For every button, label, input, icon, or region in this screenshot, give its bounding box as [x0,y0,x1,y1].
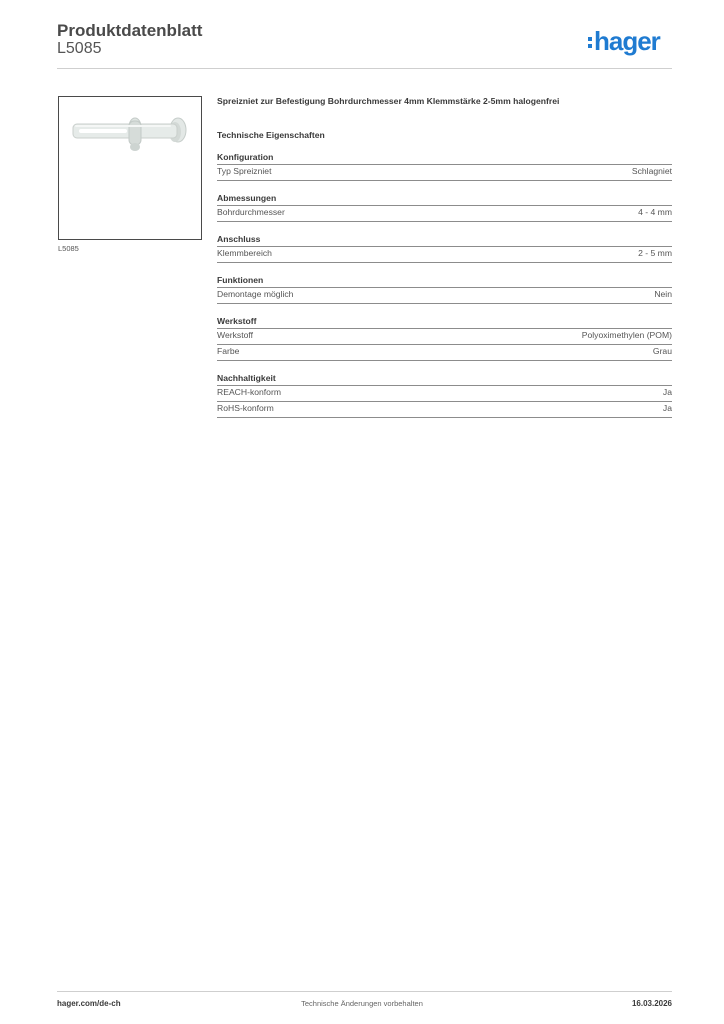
group-abmessungen [217,193,672,222]
property-label: Bohrdurchmesser [217,207,285,217]
image-caption: L5085 [58,244,79,253]
group-anschluss [217,234,672,263]
property-label: Klemmbereich [217,248,272,258]
property-row [217,288,672,304]
property-label: Farbe [217,346,240,356]
group-title: Nachhaltigkeit [217,373,672,386]
footer-notice: Technische Änderungen vorbehalten [301,999,423,1008]
property-row [217,165,672,181]
product-description: Spreizniet zur Befestigung Bohrdurchmesser 4mm Klemmstärke 2-5mm halogenfrei [217,96,560,106]
group-konfiguration [217,152,672,181]
section-title: Technische Eigenschaften [217,130,325,140]
property-value: Ja [662,403,672,413]
logo-dots-icon [588,37,592,48]
property-row [217,329,672,345]
product-image [58,96,202,240]
property-value: Schlagniet [631,166,672,176]
group-title: Anschluss [217,234,672,247]
group-title: Werkstoff [217,316,672,329]
hager-logo [588,25,660,57]
group-nachhaltigkeit [217,373,672,418]
property-value: Grau [652,346,672,356]
group-werkstoff [217,316,672,361]
property-value: 2 - 5 mm [638,248,672,258]
property-label: Demontage möglich [217,289,294,299]
property-label: RoHS-konform [217,403,274,413]
property-row [217,402,672,418]
group-title: Konfiguration [217,152,672,165]
property-row [217,206,672,222]
property-row [217,345,672,361]
property-row [217,386,672,402]
document-title: Produktdatenblatt [57,21,203,40]
footer-date: 16.03.2026 [631,999,672,1008]
group-title: Funktionen [217,275,672,288]
rivet-image-icon [59,97,201,239]
property-value: Ja [662,387,672,397]
property-value: Nein [654,289,672,299]
property-label: Typ Spreizniet [217,166,272,176]
property-label: Werkstoff [217,330,253,340]
product-content [217,96,672,418]
group-funktionen [217,275,672,304]
logo-wordmark: hager [594,26,660,56]
header-divider [57,68,672,69]
property-label: REACH-konform [217,387,281,397]
group-title: Abmessungen [217,193,672,206]
footer-website: hager.com/de-ch [57,999,121,1008]
property-row [217,247,672,263]
property-value: 4 - 4 mm [638,207,672,217]
footer-divider [57,991,672,992]
property-value: Polyoximethylen (POM) [581,330,672,340]
product-code: L5085 [57,40,102,57]
